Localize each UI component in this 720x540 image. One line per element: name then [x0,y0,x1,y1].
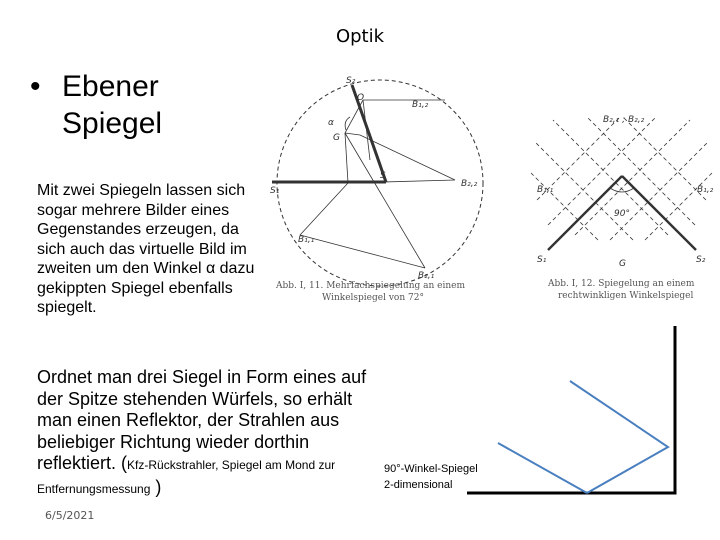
figure-72-labels [270,76,478,303]
label-b21-b22: B₂,₁ ; B₂,₂ [603,115,645,125]
note-text: Kfz-Rückstrahler, Spiegel am Mond zur Entfernungsmessung [37,458,336,496]
label-right-b12: B₁,₂ [697,185,714,195]
figure-right-caption-line1: Abb. I, 12. Spiegelung an einem [548,279,695,289]
figure-right-labels [537,115,714,301]
label-right-g: G [619,259,626,269]
mirror-right-s2 [622,176,696,250]
figure-90-caption-line2: 2-dimensional [384,479,453,491]
figure-right-angle-mirror [531,117,712,250]
label-alpha: α [328,118,334,128]
figure-90-degree-mirror [467,326,675,493]
note-open-paren: ( [121,453,128,473]
bullet-mark: • [30,70,41,103]
label-s2: S₂ [346,76,356,86]
slide-title: Optik [335,26,385,47]
figure-90-caption-line1: 90°-Winkel-Spiegel [384,463,478,475]
label-b21: B₂,₁ [418,271,435,281]
label-b12: B₁,₂ [412,100,429,110]
paragraph-main-text: Ordnet man drei Siegel in Form eines auf der Spitze stehenden Würfels, so erhält man einen Reflektor, der Strahlen aus beliebiger Richtung wieder dorthin reflektiert. [37,367,367,473]
bullet-text: Ebener Spiegel [62,70,163,140]
reflected-ray [498,443,587,493]
incident-ray [570,381,668,493]
label-o: O [357,93,365,103]
label-right-b11: B₁,₁ [537,185,554,195]
mirror-frame [467,326,675,493]
label-b11: B₁,₁ [298,235,315,245]
label-90-degrees: 90° [614,209,630,219]
ray-paths [300,100,455,268]
label-g: G [333,133,340,143]
lattice-lines [531,117,712,240]
note-close-paren: ) [155,476,162,497]
figure-left-caption-line2: Winkelspiegel von 72° [322,293,424,303]
figure-right-caption-line2: rechtwinkligen Winkelspiegel [558,291,694,301]
label-s: S [380,171,386,181]
figure-72-degree-mirror [272,80,483,286]
paragraph-two-mirrors: Mit zwei Spiegeln lassen sich sogar mehrere Bilder eines Gegenstandes erzeugen, da sich auch das virtuelle Bild im zweiten um den Winkel α dazu gekippten Spiegel ebenfalls spiegelt. [37,182,255,316]
label-right-s1: S₁ [537,255,547,265]
label-b22: B₂,₂ [461,179,478,189]
slide-date: 6/5/2021 [45,509,95,522]
label-right-s2: S₂ [696,255,706,265]
label-s1: S₁ [270,186,280,196]
figure-left-caption-line1: Abb. I, 11. Mehrfachspiegelung an einem [276,281,466,291]
